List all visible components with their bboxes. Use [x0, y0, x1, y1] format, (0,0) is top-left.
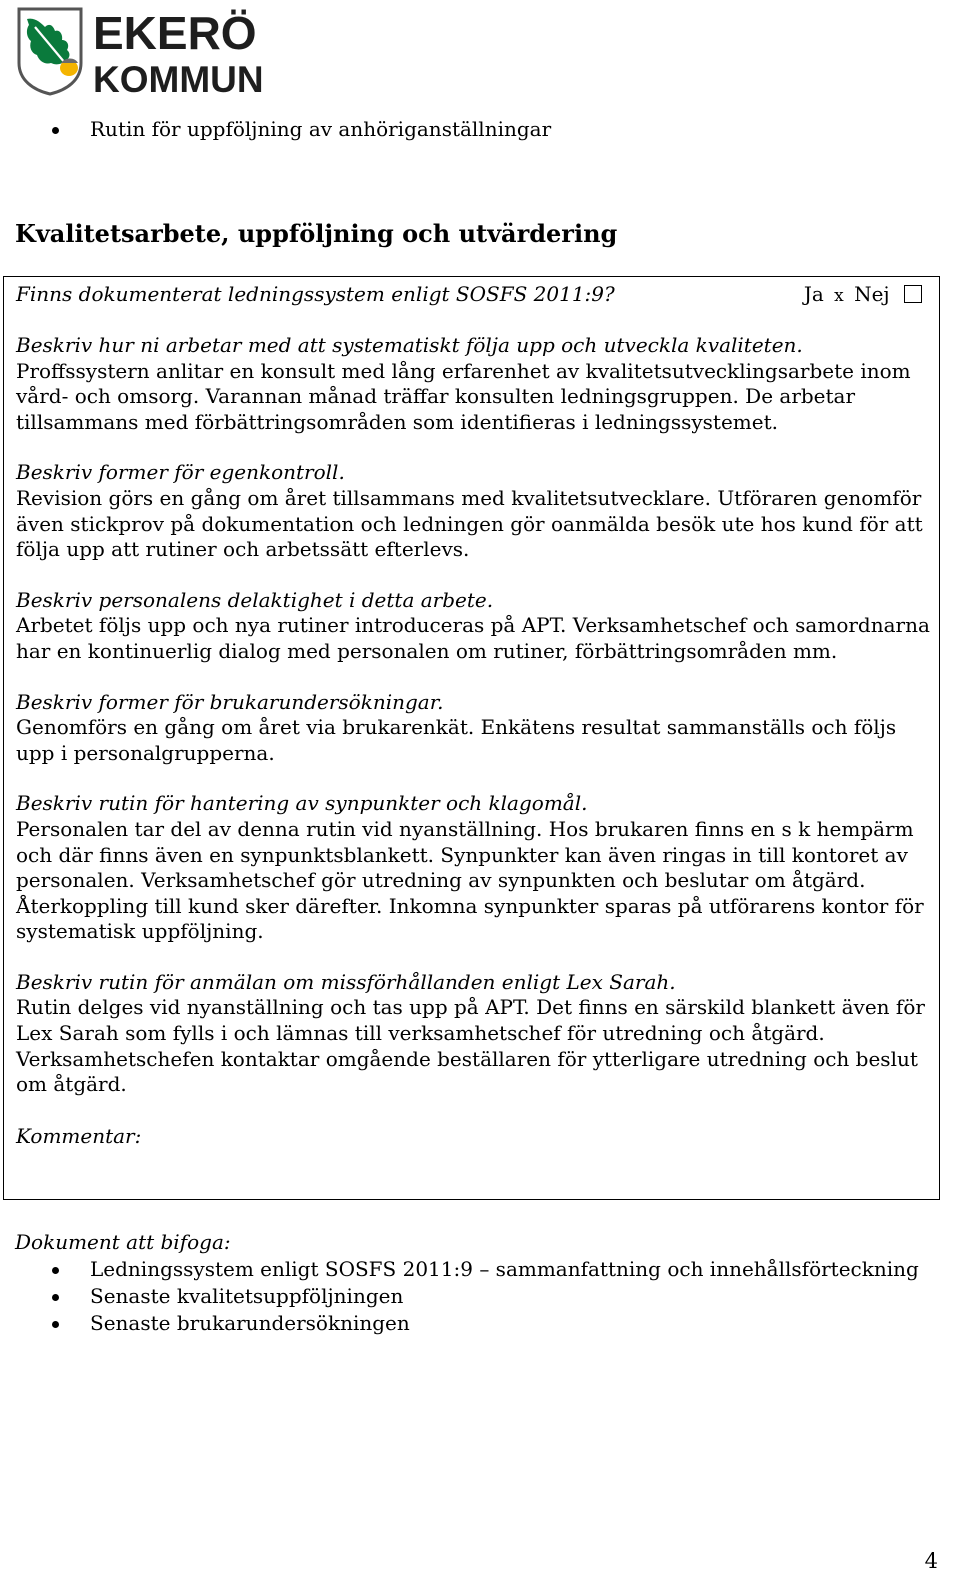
answer-text: Personalen tar del av denna rutin vid nyanställning. Hos brukaren finns en s k hempärm och där finns även en synpunktsblankett. Synpunkter kan även ringas in till kontoret av personalen. Verksamhetschef gör utredning av synpunkten och beslutar om åtgärd. Återkoppling till kund sker därefter. Inkomna synpunkter sparas på utförarens kontor för systematisk uppföljning.	[16, 816, 924, 944]
yes-checkbox-mark[interactable]: x	[834, 286, 844, 306]
answer-block	[16, 791, 932, 945]
prompt-label: Beskriv personalens delaktighet i detta arbete.	[16, 587, 494, 612]
section-heading: Kvalitetsarbete, uppföljning och utvärdering	[15, 219, 618, 248]
answer-blocks	[16, 333, 932, 1149]
logo-line2: KOMMUN	[93, 59, 264, 97]
question-row	[16, 281, 922, 307]
yes-label: Ja	[803, 282, 824, 306]
question-text: Finns dokumenterat ledningssystem enligt SOSFS 2011:9?	[16, 282, 615, 306]
prompt-label: Beskriv former för brukarundersökningar.	[16, 689, 444, 714]
list-item: Ledningssystem enligt SOSFS 2011:9 – sammanfattning och innehållsförteckning	[52, 1256, 919, 1283]
answer-block	[16, 970, 932, 1098]
list-item: Rutin för uppföljning av anhöriganställningar	[52, 116, 551, 143]
prompt-label: Beskriv hur ni arbetar med att systematiskt följa upp och utveckla kvaliteten.	[16, 333, 803, 357]
answer-text: Proffssystern anlitar en konsult med lång erfarenhet av kvalitetsutvecklingsarbete inom vård- och omsorg. Varannan månad träffar konsulten ledningsgruppen. De arbetar tillsammans med förbättringsområden som identifieras i ledningssystemet.	[16, 358, 911, 434]
no-label: Nej	[854, 282, 890, 306]
ekero-kommun-logo	[15, 5, 270, 97]
comment-label: Kommentar:	[16, 1123, 142, 1148]
list-item: Senaste kvalitetsuppföljningen	[52, 1283, 919, 1310]
list-item: Senaste brukarundersökningen	[52, 1310, 919, 1337]
answer-text: Rutin delges vid nyanställning och tas upp på APT. Det finns en särskild blankett även för Lex Sarah som fylls i och lämnas till verksamhetschef för utredning och åtgärd. Verksamhetschefen kontaktar omgående beställaren för ytterligare utredning och beslut om åtgärd.	[16, 995, 925, 1097]
documents-list	[52, 1256, 919, 1337]
prompt-label: Beskriv former för egenkontroll.	[16, 460, 345, 485]
top-bullet-list	[52, 116, 551, 143]
quality-form-box	[3, 276, 940, 1200]
yes-no-choice	[804, 281, 922, 309]
prompt-label: Beskriv rutin för hantering av synpunkter och klagomål.	[16, 791, 588, 816]
answer-block	[16, 333, 932, 435]
answer-block	[16, 460, 932, 562]
answer-text: Genomförs en gång om året via brukarenkät. Enkätens resultat sammanställs och följs upp i personalgrupperna.	[16, 715, 897, 765]
prompt-label: Beskriv rutin för anmälan om missförhållanden enligt Lex Sarah.	[16, 969, 676, 994]
answer-text: Revision görs en gång om året tillsammans med kvalitetsutvecklare. Utföraren genomför även stickprov på dokumentation och ledningen gör oanmälda besök ute hos kund för att följa upp att rutiner och arbetssätt efterlevs.	[16, 485, 923, 562]
documents-label: Dokument att bifoga:	[15, 1230, 231, 1254]
no-checkbox[interactable]	[904, 285, 922, 303]
logo-graphic	[15, 5, 270, 97]
answer-block	[16, 690, 932, 767]
answer-text: Arbetet följs upp och nya rutiner introduceras på APT. Verksamhetschef och samordnarna har en kontinuerlig dialog med personalen om rutiner, förbättringsområden mm.	[16, 613, 930, 663]
logo-line1: EKERÖ	[93, 7, 257, 59]
page-number: 4	[924, 1549, 938, 1573]
answer-block	[16, 588, 932, 665]
